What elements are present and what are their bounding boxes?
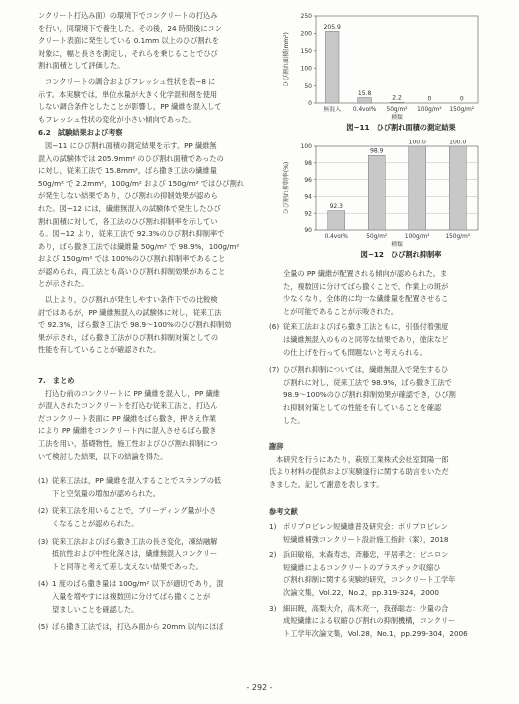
text-line: 果が示され，ばら撒き工法がひび割れ抑制対策としての	[38, 332, 219, 342]
y-tick-label: 92	[304, 210, 312, 218]
summary-paragraph	[38, 294, 256, 357]
data-label: 100.0	[408, 140, 426, 146]
list-number: 3)	[269, 603, 277, 613]
data-label: 92.3	[329, 203, 343, 211]
list-number: 1)	[269, 522, 277, 532]
page-number: - 292 -	[246, 683, 273, 692]
text-line: 以上より，ひび割れが発生しやすい条件下での比較検	[45, 295, 218, 305]
text-line: が認められ，両工法とも高いひび割れ抑制効果があること	[38, 266, 226, 276]
y-axis-label: ひび割れ面積(mm²)	[283, 32, 290, 87]
conclusion-item	[38, 578, 256, 616]
y-tick-label: 100	[300, 143, 312, 151]
x-tick-label: 100g/m²	[417, 107, 442, 113]
conclusion-5-continued	[269, 268, 495, 318]
conclusion-list	[38, 475, 256, 634]
text-line: 短繊維補強コンクリート設計施工指針（案），2018	[283, 534, 449, 544]
text-line: び割れ抑制に関する実験的研究，コンクリート工学年	[283, 575, 456, 585]
conclusion-item	[38, 536, 256, 574]
text-line: を行い，同環境下で養生した。その後，24 時間後にコン	[38, 23, 222, 33]
text-line: 下と空気量の増加が認められた。	[52, 488, 160, 498]
x-tick-label: 150g/m²	[445, 234, 471, 240]
bar	[390, 102, 404, 103]
text-line: に対し，従来工法で 15.8mm²，ばら撒き工法の繊維量	[38, 166, 217, 176]
y-tick-label: 96	[304, 176, 312, 184]
x-tick-label: 0.4vol%	[352, 107, 377, 113]
text-line: 従来工法およびばら撒き工法の長さ変化，凍結融解	[52, 536, 218, 546]
conclusion-item	[38, 621, 256, 634]
y-tick-label: 200	[300, 30, 312, 38]
text-line: 入量を増やすには複数回に分けてばら撒くことが	[52, 591, 211, 601]
x-tick-label: 100g/m²	[404, 234, 430, 240]
acknowledgement-heading: 謝辞	[269, 442, 284, 452]
crack-suppression-chart	[276, 140, 486, 265]
data-label: 0	[459, 95, 464, 103]
x-axis-label: 種類	[391, 242, 403, 248]
x-tick-label: 0.4vol%	[324, 234, 348, 240]
text-line: きました。記して謝意を表します。	[269, 479, 384, 489]
data-label: 2.2	[392, 94, 402, 102]
conclusion-item	[38, 505, 256, 530]
conclusion-item	[269, 321, 495, 359]
list-number: (1)	[38, 476, 49, 486]
reference-item	[269, 521, 495, 546]
text-line: 1 度のばら撒き量は 100g/m² 以下が適切であり，混	[52, 579, 224, 589]
y-tick-label: 94	[304, 193, 312, 201]
text-line: トと同等と考えて差し支えない結果であった。	[52, 561, 203, 571]
text-line: 討ではあるが，PP 繊維無混入の試験体に対し，従来工法	[38, 307, 222, 317]
y-axis-label: ひび割れ抑制率(%)	[283, 161, 290, 215]
text-line: 図−11 にひび割れ面積の測定結果を示す。PP 繊維無	[45, 140, 217, 150]
text-line: ンクリート打込み面）の環境下でコンクリートの打込み	[38, 11, 218, 20]
text-line: た，複数回に分けてばら撒くことで，作業上の斑が	[283, 281, 449, 291]
text-line: 工法を用い，基礎物性，施工性およびひび割れ抑制につ	[38, 439, 218, 448]
text-line: ト工学年次論文集，Vol.28，No.1，pp.299-304，2006	[283, 628, 468, 638]
x-tick-label: 無混入	[323, 107, 341, 113]
crack-area-chart	[276, 8, 486, 138]
text-line: した。	[283, 415, 305, 425]
conclusion-list-cont	[269, 321, 495, 427]
bar	[325, 31, 339, 103]
text-line: 抵抗性および中性化深さは，繊維無混入コンクリー	[52, 549, 218, 559]
text-line: だコンクリート表面に PP 繊維をばら撒き，押さえ作業	[38, 413, 217, 423]
data-label: 0	[427, 95, 432, 103]
data-label: 98.9	[370, 147, 384, 155]
y-tick-label: 150	[300, 48, 312, 55]
text-line: 割れ面積に対して，各工法のひび割れ抑制率を示してい	[38, 216, 218, 226]
text-line: クリート表面に発生している 0.1mm 以上のひび割れを	[38, 36, 219, 46]
bar	[358, 98, 372, 103]
text-line: 全量の PP 繊維が配置される傾向が認められた。ま	[283, 269, 448, 278]
conclusion-intro-paragraph	[38, 388, 256, 464]
text-line: 打込む前のコンクリートに PP 繊維を混入し，PP 繊維	[45, 388, 220, 398]
text-line: 対象に，幅と長さを測定し，それらを乗じることでひび	[38, 48, 218, 58]
y-tick-label: 250	[300, 13, 312, 21]
text-line: ひび割れ抑制については，繊維無混入で発生するひ	[283, 365, 449, 375]
bar	[449, 146, 466, 230]
text-line: 50g/m² で 2.2mm²，100g/m² および 150g/m² ではひび割れ	[38, 178, 244, 188]
section-heading-7: 7. まとめ	[38, 376, 75, 386]
list-number: 2)	[269, 550, 277, 560]
text-line: により PP 繊維をコンクリート内に混入させるばら撒き	[38, 426, 217, 436]
list-number: (5)	[38, 622, 49, 632]
acknowledgement-paragraph	[269, 454, 495, 492]
left-column	[38, 10, 256, 636]
references-heading: 参考文献	[269, 506, 298, 516]
bar	[328, 211, 345, 230]
text-line: 浜田敏裕，末森寿志，斉藤忠，平居孝之：ビニロン	[283, 550, 449, 560]
text-line: 成短繊維による収縮ひび割れの抑制機構，コンクリー	[283, 616, 456, 626]
y-tick-label: 0	[308, 100, 312, 108]
y-tick-label: 100	[300, 65, 312, 73]
text-line: とが可能であることが示唆された。	[283, 306, 399, 316]
text-line: とが示された。	[38, 279, 89, 289]
chart-title: 図−12 ひび割れ抑制率	[360, 250, 442, 259]
x-tick-label: 50g/m²	[386, 107, 408, 113]
list-number: (3)	[38, 536, 49, 546]
text-line: 次論文集，Vol.22，No.2，pp.319-324，2000	[283, 588, 439, 598]
text-line: 望ましいことを確認した。	[52, 604, 139, 614]
text-line: いて検討した結果，以下の結論を得た。	[38, 451, 168, 461]
list-number: (7)	[269, 365, 280, 375]
text-line: 示す。本実験では，単位水量が大きく化学混和剤を使用	[38, 89, 218, 99]
text-line: れ抑制対策としての性能を有していることを確認	[283, 402, 442, 412]
figure-12	[276, 140, 486, 269]
y-tick-label: 90	[304, 227, 312, 235]
y-tick-label: 98	[304, 160, 312, 167]
reference-item	[269, 603, 495, 641]
text-line: び割れに対し，従来工法で 98.9%，ばら撒き工法で	[283, 377, 452, 387]
text-line: 従来工法を用いることで，ブリーディング量が小さ	[52, 506, 217, 516]
conclusion-item	[269, 364, 495, 427]
references-list	[269, 521, 495, 640]
text-line: しない調合条件としたことが影響し，PP 繊維を混入して	[38, 102, 222, 112]
text-line: および 150g/m² では 100%のひび割れ抑制率であること	[38, 254, 226, 264]
data-label: 100.0	[449, 140, 467, 146]
text-line: もフレッシュ性状の変化が小さい傾向であった。	[38, 114, 196, 124]
text-line: くなることが認められた。	[52, 518, 139, 528]
text-line: の仕上げを行っても問題ないと考えられる。	[283, 347, 427, 357]
list-number: (6)	[269, 322, 280, 332]
y-tick-label: 50	[304, 82, 312, 90]
text-line: あり，ばら撒き工法では繊維量 50g/m² で 98.9%，100g/m²	[38, 241, 240, 251]
results-paragraph	[38, 140, 256, 291]
text-line: 短繊維によるコンクリートのプラスチック収縮ひ	[283, 562, 441, 572]
x-axis-label: 種類	[391, 115, 403, 121]
data-label: 15.8	[357, 90, 372, 98]
text-line: は繊維無混入のものと同等な結果であり，塗床など	[283, 334, 449, 344]
intro-paragraph	[38, 10, 256, 73]
text-line: が混入されたコンクリートを打込む従来工法と，打込ん	[38, 401, 218, 411]
x-tick-label: 150g/m²	[449, 107, 475, 113]
text-line: 性能を有していることが確認された。	[38, 345, 161, 355]
section-heading-6-2: 6.2 試験結果および考察	[38, 128, 123, 138]
figure-11	[276, 8, 486, 142]
list-number: (4)	[38, 579, 49, 589]
text-line: 細田暁，高梨大介，高木亮一，我孫聡志：少量の合	[283, 603, 449, 613]
mix-paragraph	[38, 76, 256, 126]
text-line: で 92.3%，ばら撒き工法で 98.9〜100%のひび割れ抑制効	[38, 320, 232, 330]
text-line: れた。図−12 には，繊維無混入の試験体で発生したひび	[38, 203, 221, 213]
bar	[368, 155, 385, 230]
text-line: 氏より材料の提供および実験遂行に関する助言をいただ	[269, 467, 449, 477]
text-line: 本研究を行うにあたり，萩原工業株式会社室賀陽一郎	[276, 454, 449, 464]
right-column	[269, 268, 495, 642]
text-line: る。図−12 より，従来工法で 92.3%のひび割れ抑制率で	[38, 229, 225, 239]
text-line: 割れ面積として評価した。	[38, 61, 125, 71]
x-tick-label: 50g/m²	[366, 234, 388, 240]
list-number: (2)	[38, 506, 49, 516]
text-line: 少なくなり，全体的に均一な繊維量を配置させるこ	[283, 294, 449, 304]
text-line: ポリプロピレン短繊維普及研究会：ポリプロピレン	[283, 522, 448, 532]
text-line: が発生しない結果であり，ひび割れの抑制効果が認めら	[38, 191, 218, 201]
bar	[409, 146, 426, 230]
reference-item	[269, 549, 495, 599]
text-line: コンクリートの調合およびフレッシュ性状を表−8 に	[45, 76, 216, 86]
chart-title: 図−11 ひび割れ面積の測定結果	[346, 123, 456, 132]
text-line: 98.9〜100%のひび割れ抑制効果が確認でき，ひび割	[283, 390, 456, 400]
data-label: 205.9	[323, 23, 341, 31]
text-line: 従来工法は，PP 繊維を混入することでスランプの低	[52, 476, 222, 486]
text-line: 従来工法およびばら撒き工法ともに，引張付着強度	[283, 322, 449, 332]
text-line: ばら撒き工法では，打込み面から 20mm 以内にほぼ	[52, 622, 224, 632]
text-line: 混入の試験体では 205.9mm² のひび割れ面積であったの	[38, 153, 224, 163]
conclusion-item	[38, 475, 256, 500]
